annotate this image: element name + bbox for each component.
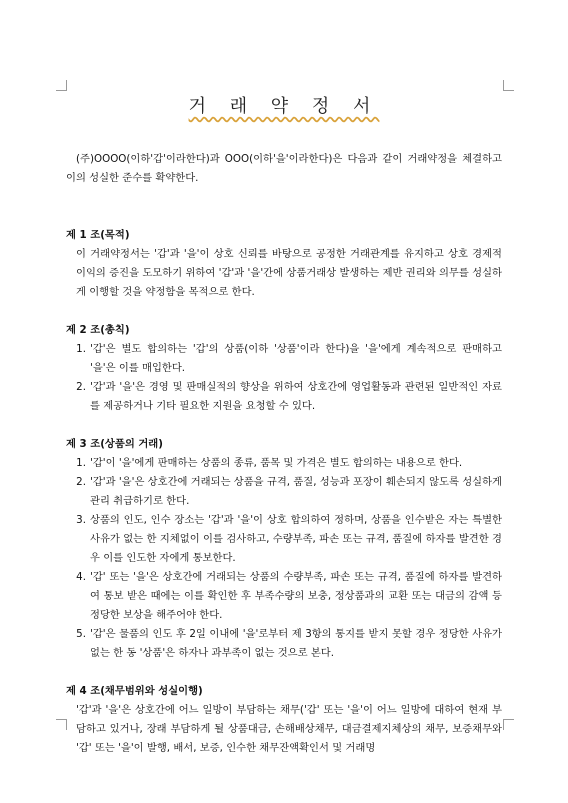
article-2-list — [66, 340, 502, 416]
item-text: '갑'과 '을'은 상호간에 거래되는 상품을 규격, 품질, 성능과 포장이 훼손되지 않도록 성실하게 관리 취급하기로 한다. — [90, 476, 502, 507]
article-1-title: 제 1 조(목적) — [66, 229, 130, 241]
item-number: 5. — [76, 628, 86, 640]
item-text: '갑'은 물품의 인도 후 2일 이내에 '을'로부터 제 3항의 통지를 받지 못할 경우 정당한 사유가 없는 한 동 '상품'은 하자나 과부족이 없는 것으로 본다. — [90, 628, 502, 659]
document-title: 거 래 약 정 서 — [188, 96, 380, 117]
list-item — [66, 454, 502, 473]
list-item — [66, 568, 502, 625]
article-4-body: '갑'과 '을'은 상호간에 어느 일방이 부담하는 채무('갑' 또는 '을'이 어느 일방에 대하여 현재 부담하고 있거나, 장래 부담하게 될 상품대금, 손해배상채무, 대금결제지체상의 채무, 보증채무와 '갑' 또는 '을'이 발행, 배서, 보증, 인수한 채무잔액확인서 및 거래명 — [76, 704, 502, 754]
page-corner-mark — [503, 719, 514, 730]
intro-paragraph: (주)OOOO(이하'갑'이라한다)과 OOO(이하'을'이라한다)은 다음과 같이 거래약정을 체결하고 이의 성실한 준수를 확약한다. — [66, 153, 502, 184]
item-text: '갑'과 '을'은 경영 및 판매실적의 향상을 위하여 상호간에 영업활동과 관련된 일반적인 자료를 제공하거나 기타 필요한 지원을 요청할 수 있다. — [90, 381, 502, 412]
item-text: '갑'이 '을'에게 판매하는 상품의 종류, 품목 및 가격은 별도 합의하는 내용으로 한다. — [90, 457, 463, 469]
list-item — [66, 511, 502, 568]
item-number: 2. — [76, 476, 86, 488]
list-item — [66, 625, 502, 663]
page-corner-mark — [56, 80, 67, 91]
document-body — [66, 150, 502, 758]
page-corner-mark — [503, 80, 514, 91]
item-number: 2. — [76, 381, 86, 393]
article-4-title: 제 4 조(채무범위와 성실이행) — [66, 685, 203, 697]
item-number: 4. — [76, 571, 86, 583]
item-number: 3. — [76, 514, 86, 526]
item-text: '갑' 또는 '을'은 상호간에 거래되는 상품의 수량부족, 파손 또는 규격, 품질에 하자를 발견하여 통보 받은 때에는 이를 확인한 후 부족수량의 보충, 정상품과의 교환 또는 대금의 감액 등 정당한 보상을 해주어야 한다. — [90, 571, 502, 621]
item-number: 1. — [76, 457, 86, 469]
item-number: 1. — [76, 343, 86, 355]
list-item — [66, 473, 502, 511]
list-item — [66, 340, 502, 378]
article-2-title: 제 2 조(총칙) — [66, 324, 130, 336]
article-3-title: 제 3 조(상품의 거래) — [66, 438, 163, 450]
item-text: 상품의 인도, 인수 장소는 '갑'과 '을'이 상호 합의하여 정하며, 상품을 인수받은 자는 특별한 사유가 없는 한 지체없이 이를 검사하고, 수량부족, 파손 또는 규격, 품질에 하자를 발견한 경우 이를 인도한 자에게 통보한다. — [90, 514, 502, 564]
item-text: '갑'은 별도 합의하는 '갑'의 상품(이하 '상품'이라 한다)을 '을'에게 계속적으로 판매하고 '을'은 이를 매입한다. — [90, 343, 502, 374]
article-3-list — [66, 454, 502, 663]
article-1-body: 이 거래약정서는 '갑'과 '을'이 상호 신뢰를 바탕으로 공정한 거래관계를 유지하고 상호 경제적 이익의 증진을 도모하기 위하여 '갑'과 '을'간에 상품거래상 발생하는 제반 권리와 의무를 성실하게 이행할 것을 약정함을 목적으로 한다. — [76, 248, 502, 298]
list-item — [66, 378, 502, 416]
